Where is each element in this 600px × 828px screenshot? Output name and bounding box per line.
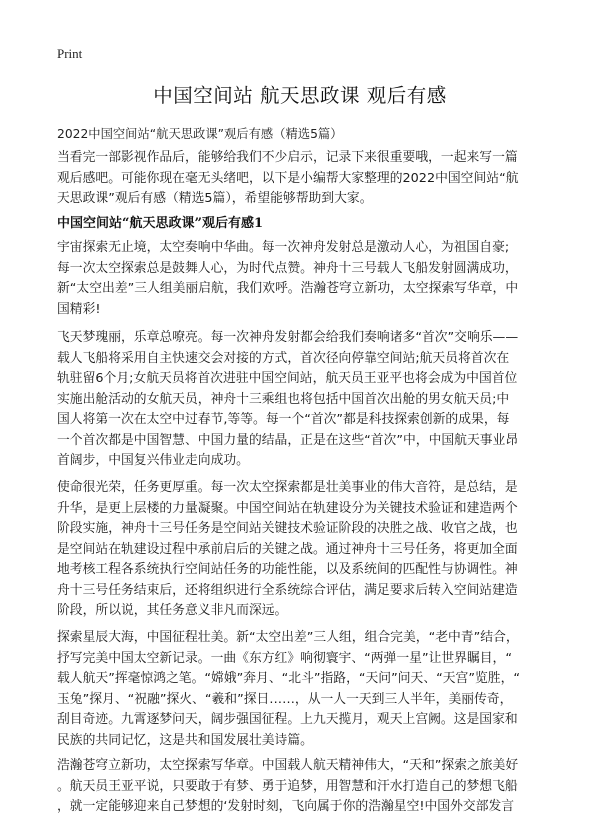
text-line: 地考核工程各系统执行空间站任务的功能性能，以及系统间的匹配性与协调性。神 — [57, 562, 518, 577]
text-line: 民族的共同记忆，这是共和国发展壮美诗篇。 — [57, 732, 313, 748]
text-line: 每一次太空探索总是鼓舞人心，为时代点赞。神舟十三号载人飞船发射圆满成功， — [57, 260, 518, 276]
text-line: 飞天梦瑰丽，乐章总嘹亮。每一次神舟发射都会给我们奏响诸多“首次”交响乐—— — [57, 330, 519, 345]
text-line: 是空间站在轨建设过程中承前启后的关键之战。通过神舟十三号任务，将更加全面 — [57, 541, 518, 557]
text-line: 天思政课”观后有感（精选5篇），希望能够帮助到大家。 — [57, 191, 373, 206]
text-line: 载人飞船将采用自主快速交会对接的方式，首次径向停靠空间站;航天员将首次在 — [57, 350, 510, 366]
text-line: 国精彩! — [57, 301, 101, 317]
text-line: 升华，是更上层楼的力量凝聚。中国空间站在轨建设分为关键技术验证和建造两个 — [57, 500, 518, 516]
text-line: 载人航天”挥毫惊鸿之笔。“嫦娥”奔月、“北斗”指路，“天问”问天、“天宫”览胜，“ — [57, 671, 520, 686]
text-line: 刮目奇迹。九霄逐梦问天，阔步强国征程。上九天揽月，观天上宫阙。这是国家和 — [57, 712, 518, 727]
text-line: 轨驻留6个月;女航天员将首次进驻中国空间站，航天员王亚平也将会成为中国首位 — [57, 371, 518, 386]
text-line: 一个首次都是中国智慧、中国力量的结晶，正是在这些“首次”中，中国航天事业昂 — [57, 432, 519, 448]
print-link[interactable]: Print — [57, 46, 83, 61]
body-paragraph-3 — [57, 478, 557, 622]
text-line: 使命很光荣，任务更厚重。每一次太空探索都是壮美事业的伟大音符，是总结，是 — [57, 480, 518, 495]
article-subtitle: 2022中国空间站“航天思政课”观后有感（精选5篇） — [57, 127, 343, 141]
text-line: 宇宙探索无止境，太空奏响中华曲。每一次神舟发射总是激动人心，为祖国自豪; — [57, 240, 510, 255]
text-line: 首阔步，中国复兴伟业走向成功。 — [57, 453, 249, 468]
text-line: 。航天员王亚平说，只要敢于有梦、勇于追梦，用智慧和汗水打造自己的梦想飞船 — [57, 778, 518, 794]
text-line: 阶段实施，神舟十三号任务是空间站关键技术验证阶段的决胜之战、收官之战，也 — [57, 521, 518, 536]
page-title: 中国空间站 航天思政课 观后有感 — [153, 84, 447, 107]
body-paragraph-5 — [57, 756, 557, 818]
text-line: 国人将第一次在太空中过春节,等等。每一个“首次”都是科技探索创新的成果，每 — [57, 412, 510, 427]
text-line: 探索星辰大海，中国征程壮美。新“太空出差”三人组，组合完美，“老中青”结合， — [57, 630, 519, 645]
text-line: 新“太空出差”三人组美丽启航，我们欢呼。浩瀚苍穹立新功，太空探索写华章，中 — [57, 281, 519, 296]
text-line: 玉兔”探月、“祝融”探火、“羲和”探日……，从一人一天到三人半年，美丽传奇， — [57, 691, 513, 707]
section-heading: 中国空间站“航天思政课”观后有感1 — [57, 216, 264, 231]
body-paragraph-4 — [57, 628, 557, 751]
text-line: 观后感吧。可能你现在毫无头绪吧，以下是小编帮大家整理的2022中国空间站“航 — [57, 170, 519, 186]
text-line: 抒写完美中国太空新记录。一曲《东方红》响彻寰宇、“两弹一星”让世界瞩目，“ — [57, 650, 512, 666]
text-line: 阶段，所以说，其任务意义非凡而深远。 — [57, 603, 288, 618]
text-line: 实施出舱活动的女航天员，神舟十三乘组也将包括中国首次出舱的男女航天员;中 — [57, 391, 510, 407]
intro-paragraph — [57, 148, 557, 210]
body-paragraph-2 — [57, 328, 557, 472]
text-line: ，就一定能够迎来自己梦想的‘发射时刻，飞向属于你的浩瀚星空!中国外交部发言 — [57, 799, 515, 814]
text-line: 舟十三号任务结束后，还将组织进行全系统综合评估，满足要求后转入空间站建造 — [57, 582, 518, 598]
body-paragraph-1 — [57, 238, 557, 320]
text-line: 当看完一部影视作品后，能够给我们不少启示，记录下来很重要哦，一起来写一篇 — [57, 150, 518, 165]
text-line: 浩瀚苍穹立新功，太空探索写华章。中国载人航天精神伟大，“天和”探索之旅美好 — [57, 758, 519, 773]
